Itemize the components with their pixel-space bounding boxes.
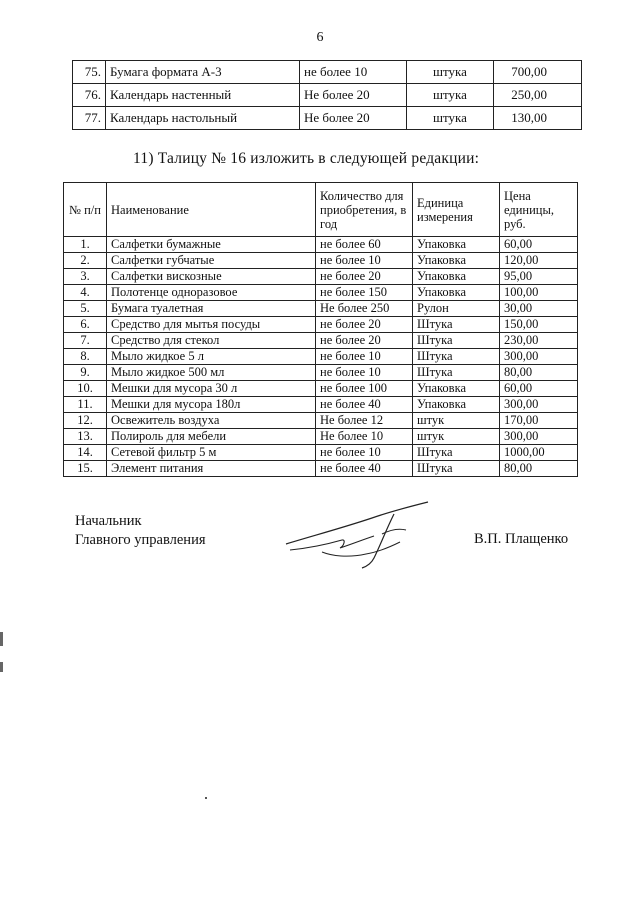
item-price: 80,00: [500, 365, 578, 381]
row-number: 8.: [64, 349, 107, 365]
item-price: 60,00: [500, 237, 578, 253]
table-row: [64, 301, 578, 317]
continuation-table: [72, 60, 582, 130]
table-row: [64, 317, 578, 333]
table-row: [64, 333, 578, 349]
table-header: [64, 183, 578, 237]
row-number: 1.: [64, 237, 107, 253]
item-name: Бумага туалетная: [107, 301, 316, 317]
item-unit: Штука: [413, 349, 500, 365]
item-quantity: не более 10: [316, 349, 413, 365]
row-number: 12.: [64, 413, 107, 429]
item-quantity: не более 10: [300, 61, 407, 84]
table-16: [63, 182, 578, 477]
table-row: [64, 285, 578, 301]
item-unit: штука: [407, 84, 494, 107]
item-quantity: не более 20: [316, 317, 413, 333]
row-number: 75.: [73, 61, 106, 84]
item-price: 700,00: [494, 61, 582, 84]
item-price: 230,00: [500, 333, 578, 349]
table-row: [64, 237, 578, 253]
row-number: 3.: [64, 269, 107, 285]
item-quantity: не более 10: [316, 445, 413, 461]
item-name: Салфетки бумажные: [107, 237, 316, 253]
item-quantity: не более 20: [316, 333, 413, 349]
item-unit: Рулон: [413, 301, 500, 317]
header-unit: Единица измерения: [413, 183, 500, 237]
item-name: Бумага формата А-3: [106, 61, 300, 84]
item-name: Освежитель воздуха: [107, 413, 316, 429]
item-price: 170,00: [500, 413, 578, 429]
row-number: 5.: [64, 301, 107, 317]
handwritten-signature: [282, 500, 432, 572]
table-row: [64, 253, 578, 269]
item-name: Салфетки губчатые: [107, 253, 316, 269]
item-quantity: Не более 250: [316, 301, 413, 317]
item-name: Полотенце одноразовое: [107, 285, 316, 301]
table-row: [64, 429, 578, 445]
row-number: 2.: [64, 253, 107, 269]
table-row: [73, 61, 582, 84]
continuation-table-body: [73, 61, 582, 130]
item-name: Мыло жидкое 500 мл: [107, 365, 316, 381]
header-name: Наименование: [107, 183, 316, 237]
item-price: 300,00: [500, 349, 578, 365]
item-price: 150,00: [500, 317, 578, 333]
item-name: Полироль для мебели: [107, 429, 316, 445]
item-name: Элемент питания: [107, 461, 316, 477]
row-number: 77.: [73, 107, 106, 130]
row-number: 76.: [73, 84, 106, 107]
header-price: Цена единицы, руб.: [500, 183, 578, 237]
item-name: Календарь настенный: [106, 84, 300, 107]
item-quantity: не более 150: [316, 285, 413, 301]
item-unit: Упаковка: [413, 381, 500, 397]
item-price: 95,00: [500, 269, 578, 285]
item-price: 300,00: [500, 397, 578, 413]
item-name: Сетевой фильтр 5 м: [107, 445, 316, 461]
signer-name: В.П. Плащенко: [474, 531, 569, 547]
row-number: 11.: [64, 397, 107, 413]
row-number: 4.: [64, 285, 107, 301]
table-row: [64, 461, 578, 477]
table-row: [64, 445, 578, 461]
table-row: [73, 84, 582, 107]
table-row: [64, 381, 578, 397]
row-number: 9.: [64, 365, 107, 381]
table-row: [64, 365, 578, 381]
table-row: [73, 107, 582, 130]
item-name: Мешки для мусора 30 л: [107, 381, 316, 397]
item-quantity: не более 100: [316, 381, 413, 397]
item-unit: Штука: [413, 365, 500, 381]
table-row: [64, 269, 578, 285]
table-row: [64, 413, 578, 429]
item-name: Салфетки вискозные: [107, 269, 316, 285]
row-number: 13.: [64, 429, 107, 445]
item-unit: Упаковка: [413, 237, 500, 253]
item-price: 300,00: [500, 429, 578, 445]
item-name: Средство для мытья посуды: [107, 317, 316, 333]
item-unit: Штука: [413, 445, 500, 461]
table-row: [64, 397, 578, 413]
item-price: 130,00: [494, 107, 582, 130]
item-unit: Упаковка: [413, 269, 500, 285]
item-unit: Штука: [413, 461, 500, 477]
item-name: Мешки для мусора 180л: [107, 397, 316, 413]
item-quantity: не более 10: [316, 253, 413, 269]
scan-edge-mark: [0, 662, 3, 672]
item-quantity: не более 10: [316, 365, 413, 381]
header-row: [64, 183, 578, 237]
official-title: [75, 512, 206, 550]
title-line-2: Главного управления: [75, 532, 206, 548]
scan-speck: [205, 797, 207, 799]
item-price: 60,00: [500, 381, 578, 397]
item-unit: штука: [407, 107, 494, 130]
amendment-instruction: 11) Талицу № 16 изложить в следующей редакции:: [133, 150, 480, 167]
item-unit: штука: [407, 61, 494, 84]
page-number: 6: [316, 30, 324, 45]
item-name: Средство для стекол: [107, 333, 316, 349]
table-row: [64, 349, 578, 365]
item-quantity: не более 40: [316, 461, 413, 477]
item-quantity: Не более 12: [316, 413, 413, 429]
item-name: Календарь настольный: [106, 107, 300, 130]
row-number: 10.: [64, 381, 107, 397]
row-number: 6.: [64, 317, 107, 333]
item-quantity: Не более 20: [300, 84, 407, 107]
item-name: Мыло жидкое 5 л: [107, 349, 316, 365]
item-price: 80,00: [500, 461, 578, 477]
item-quantity: не более 40: [316, 397, 413, 413]
item-unit: Упаковка: [413, 285, 500, 301]
item-unit: Штука: [413, 317, 500, 333]
item-quantity: Не более 10: [316, 429, 413, 445]
item-unit: Штука: [413, 333, 500, 349]
item-price: 100,00: [500, 285, 578, 301]
row-number: 15.: [64, 461, 107, 477]
table-body: [64, 237, 578, 477]
item-quantity: не более 20: [316, 269, 413, 285]
item-price: 250,00: [494, 84, 582, 107]
title-line-1: Начальник: [75, 513, 142, 529]
item-quantity: не более 60: [316, 237, 413, 253]
item-price: 30,00: [500, 301, 578, 317]
scan-edge-mark: [0, 632, 3, 646]
item-unit: Упаковка: [413, 253, 500, 269]
header-number: № п/п: [64, 183, 107, 237]
item-unit: Упаковка: [413, 397, 500, 413]
row-number: 7.: [64, 333, 107, 349]
item-quantity: Не более 20: [300, 107, 407, 130]
item-unit: штук: [413, 413, 500, 429]
header-quantity: Количество для приобретения, в год: [316, 183, 413, 237]
item-price: 1000,00: [500, 445, 578, 461]
item-unit: штук: [413, 429, 500, 445]
item-price: 120,00: [500, 253, 578, 269]
row-number: 14.: [64, 445, 107, 461]
